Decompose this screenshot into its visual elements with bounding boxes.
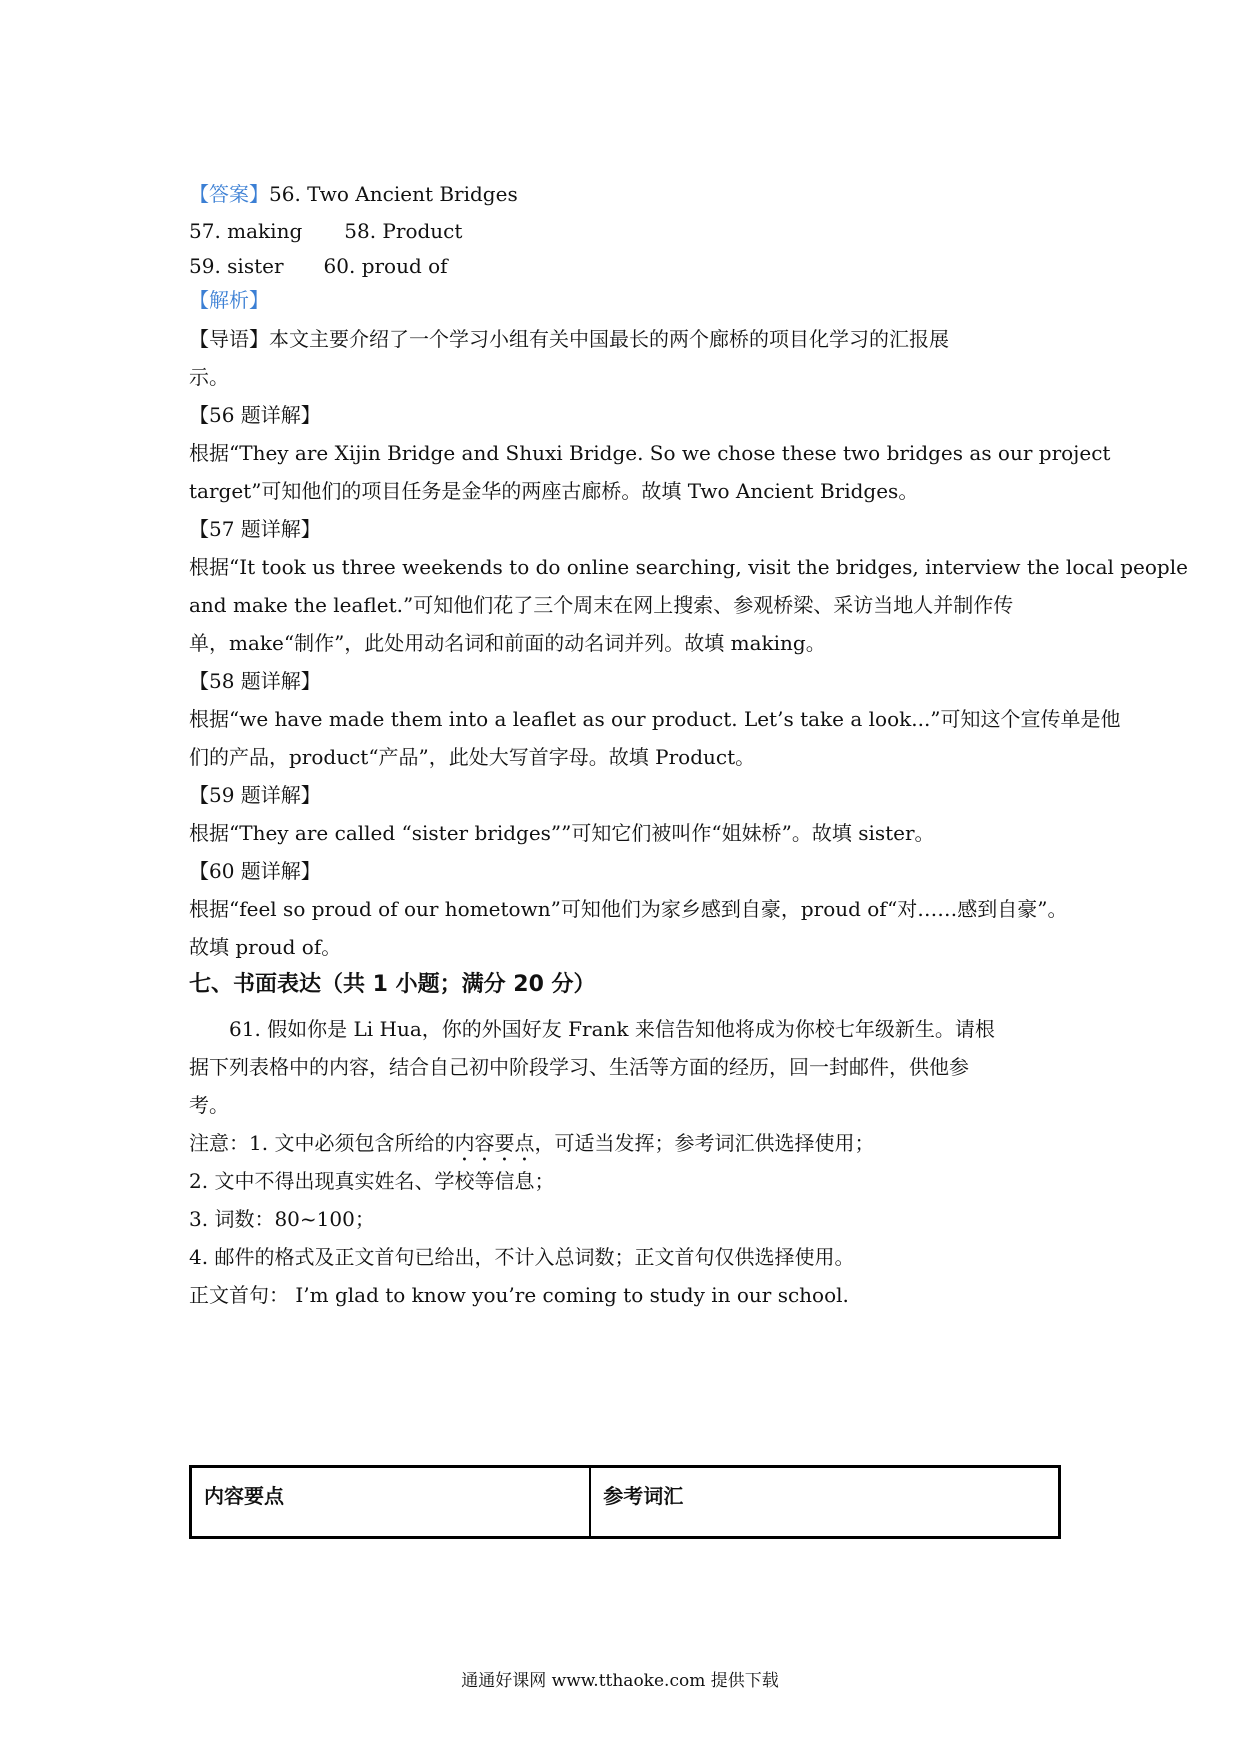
answer-line [189,182,518,206]
intro-line-2: 示。 [189,365,229,389]
answer-line-57-58 [189,219,462,243]
detail-57-line-1: 根据“It took us three weekends to do online searching, visit the bridges, interview the local people [189,555,1188,579]
answer-tag: 【答案】 [189,182,269,206]
page-footer: 通通好课网 www.tthaoke.com 提供下载 [461,1671,779,1691]
detail-59-heading: 【59 题详解】 [189,783,321,807]
detail-56-heading: 【56 题详解】 [189,403,321,427]
first-sentence-label: 正文首句： [189,1283,289,1307]
note-1-prefix: 注意：1. 文中必须包含所给的 [189,1131,455,1155]
table-header-reference-vocab: 参考词汇 [590,1467,1059,1538]
detail-60-line-2: 故填 proud of。 [189,935,342,959]
detail-57-heading: 【57 题详解】 [189,517,321,541]
note-line-3: 3. 词数：80~100； [189,1207,375,1231]
detail-60-heading: 【60 题详解】 [189,859,321,883]
note-line-2: 2. 文中不得出现真实姓名、学校等信息； [189,1169,555,1193]
detail-58-heading: 【58 题详解】 [189,669,321,693]
answer-59: 59. sister [189,254,284,278]
note-line-4: 4. 邮件的格式及正文首句已给出，不计入总词数；正文首句仅供选择使用。 [189,1245,855,1269]
note-1-emphasis: 内容要点 [454,1131,535,1155]
note-1-suffix: ，可适当发挥；参考词汇供选择使用； [534,1131,875,1155]
detail-58-line-1: 根据“we have made them into a leaflet as our product. Let’s take a look...”可知这个宣传单是他 [189,707,1121,731]
note-line-1 [189,1131,874,1166]
first-sentence-text: I’m glad to know you’re coming to study in our school. [295,1283,849,1307]
writing-prompt-line-1: 61. 假如你是 Li Hua，你的外国好友 Frank 来信告知他将成为你校七年级新生。请根 [229,1017,995,1041]
detail-59-line-1: 根据“They are called “sister bridges””可知它们被叫作“姐妹桥”。故填 sister。 [189,821,935,845]
first-sentence-line [189,1283,849,1307]
detail-60-line-1: 根据“feel so proud of our hometown”可知他们为家乡感到自豪，proud of“对……感到自豪”。 [189,897,1068,921]
detail-56-line-1: 根据“They are Xijin Bridge and Shuxi Bridge. So we chose these two bridges as our project [189,441,1111,465]
table-header-content-points: 内容要点 [191,1467,591,1538]
requirements-table [189,1465,1061,1539]
table-header-row [191,1467,1060,1538]
intro-line-1: 【导语】本文主要介绍了一个学习小组有关中国最长的两个廊桥的项目化学习的汇报展 [189,327,949,351]
answer-60: 60. proud of [323,254,448,278]
detail-56-line-2: target”可知他们的项目任务是金华的两座古廊桥。故填 Two Ancient Bridges。 [189,479,919,503]
section-title: 七、书面表达（共 1 小题；满分 20 分） [189,972,596,997]
writing-prompt-line-2: 据下列表格中的内容，结合自己初中阶段学习、生活等方面的经历，回一封邮件，供他参 [189,1055,969,1079]
answer-57: 57. making [189,219,303,243]
writing-prompt-line-3: 考。 [189,1093,229,1117]
detail-57-line-2: and make the leaflet.”可知他们花了三个周末在网上搜索、参观桥梁、采访当地人并制作传 [189,593,1014,617]
answer-line-59-60 [189,254,448,278]
answer-58: 58. Product [344,219,463,243]
detail-58-line-2: 们的产品，product“产品”，此处大写首字母。故填 Product。 [189,745,756,769]
analysis-tag: 【解析】 [189,288,269,312]
detail-57-line-3: 单，make“制作”，此处用动名词和前面的动名词并列。故填 making。 [189,631,826,655]
answer-56: 56. Two Ancient Bridges [269,182,518,206]
